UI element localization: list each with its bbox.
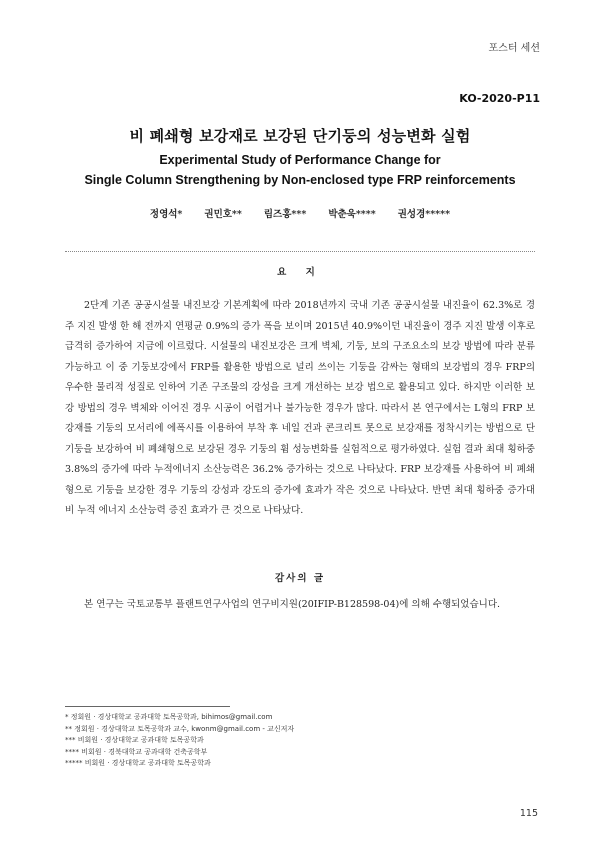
page-number: 115 xyxy=(519,808,538,819)
author-name: 박춘욱**** xyxy=(328,209,376,220)
author-name: 권성경***** xyxy=(397,209,451,220)
footnote-item: ** 정회원 · 경상대학교 토목공학과 교수, kwonm@gmail.com - 교신저자 xyxy=(65,724,295,733)
abstract-body: 2단계 기존 공공시설물 내진보강 기본계획에 따라 2018년까지 국내 기존 공공시설물 내진율이 62.3%로 경주 지진 발생 한 해 전까지 연평균 0.9%의 증가 폭을 보이며 2015년 40.9%이던 내진율이 경주 지진 발생 이후로 급격히 증가하여 지금에 이르렀다. 시설물의 내진보강은 크게 벽체, 기둥, 보의 구조요소의 보강 방법에 따라 분류 가능하고 이 중 기둥보강에서 FRP를 활용한 방법으로 널리 쓰이는 기둥을 감싸는 형태의 보강법의 경우 FRP의 우수한 물리적 성질로 인하여 기존 구조물의 강성을 크게 개선하는 보강 법으로 활용되고 있다. 하지만 이러한 보강 방법의 경우 벽체와 이어진 경우 시공이 어렵거나 불가능한 경우가 많다. 따라서 본 연구에서는 L형의 FRP 보강재를 기둥의 모서리에 에폭시를 이용하여 부착 후 네일 건과 콘크리트 못으로 보강재를 정착시키는 방법으로 단기둥을 보강하여 비 폐쇄형으로 보강된 경우 기둥의 휨 성능변화를 실험적으로 평가하였다. 실험 결과 최대 횡하중 3.8%의 증가에 따라 누적에너지 소산능력은 36.2% 증가하는 것으로 나타났다. FRP 보강재를 사용하여 비 폐쇄형으로 기둥을 보강한 경우 기둥의 강성과 강도의 증가에 효과가 작은 것으로 나타났다. 반면 최대 횡하중 증가대비 누적 에너지 소산능력 증진 효과가 큰 것으로 나타났다. xyxy=(65,300,535,516)
footnote-item: ***** 비회원 · 경상대학교 공과대학 토목공학과 xyxy=(65,759,211,767)
acknowledgement-heading: 감사의 글 xyxy=(274,573,325,584)
acknowledgement-body: 본 연구는 국토교통부 플랜트연구사업의 연구비지원(20IFIP-B128598-04)에 의해 수행되었습니다. xyxy=(84,599,501,610)
title-english-line2: Single Column Strengthening by Non-enclosed type FRP reinforcements xyxy=(84,173,516,187)
author-name: 림즈홍*** xyxy=(263,209,307,220)
paper-code: KO-2020-P11 xyxy=(459,92,540,105)
footnote-rule xyxy=(65,706,230,707)
section-label: 포스터 세션 xyxy=(488,43,540,54)
footnote-item: * 정회원 · 경상대학교 공과대학 토목공학과, bihimos@gmail.com xyxy=(65,713,273,721)
footnote-item: *** 비회원 · 경상대학교 공과대학 토목공학과 xyxy=(65,736,204,744)
section-divider xyxy=(65,251,535,252)
abstract-heading: 요 지 xyxy=(277,267,323,278)
footnote-item: **** 비회원 · 경북대학교 공과대학 건축공학부 xyxy=(65,747,208,756)
footnotes xyxy=(65,712,535,770)
title-english-line1: Experimental Study of Performance Change for xyxy=(159,153,441,167)
author-name: 권민호** xyxy=(204,209,242,220)
title-korean: 비 폐쇄형 보강재로 보강된 단기둥의 성능변화 실험 xyxy=(129,127,471,145)
author-name: 정영석* xyxy=(149,209,183,220)
author-list xyxy=(0,206,600,220)
